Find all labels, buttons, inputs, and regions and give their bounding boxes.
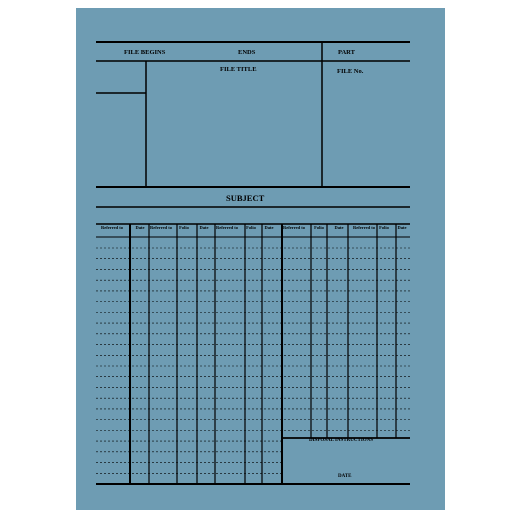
subject-label: SUBJECT	[226, 193, 265, 203]
column-header: Referred to	[100, 225, 124, 230]
column-header: Folio	[246, 225, 256, 230]
file-begins-label: FILE BEGINS	[124, 49, 166, 56]
ends-label: ENDS	[238, 49, 256, 56]
form-lines	[76, 8, 445, 510]
column-header: Date	[264, 225, 274, 230]
column-header: Date	[199, 225, 209, 230]
file-title-label: FILE TITLE	[220, 66, 257, 73]
file-cover	[76, 8, 445, 510]
column-header: Date	[397, 225, 407, 230]
column-header: Referred to	[352, 225, 376, 230]
column-header: Referred to	[215, 225, 239, 230]
column-header: Folio	[314, 225, 324, 230]
disposal-date-label: DATE	[338, 474, 352, 479]
file-no-label: FILE No.	[337, 68, 364, 75]
column-header: Date	[334, 225, 344, 230]
column-header: Date	[135, 225, 145, 230]
column-header: Folio	[179, 225, 189, 230]
column-header: Referred to	[149, 225, 173, 230]
part-label: PART	[338, 49, 355, 56]
disposal-instructions-label: DISPOSAL INSTRUCTIONS	[309, 438, 374, 443]
column-header: Referred to	[282, 225, 306, 230]
column-header: Folio	[379, 225, 389, 230]
